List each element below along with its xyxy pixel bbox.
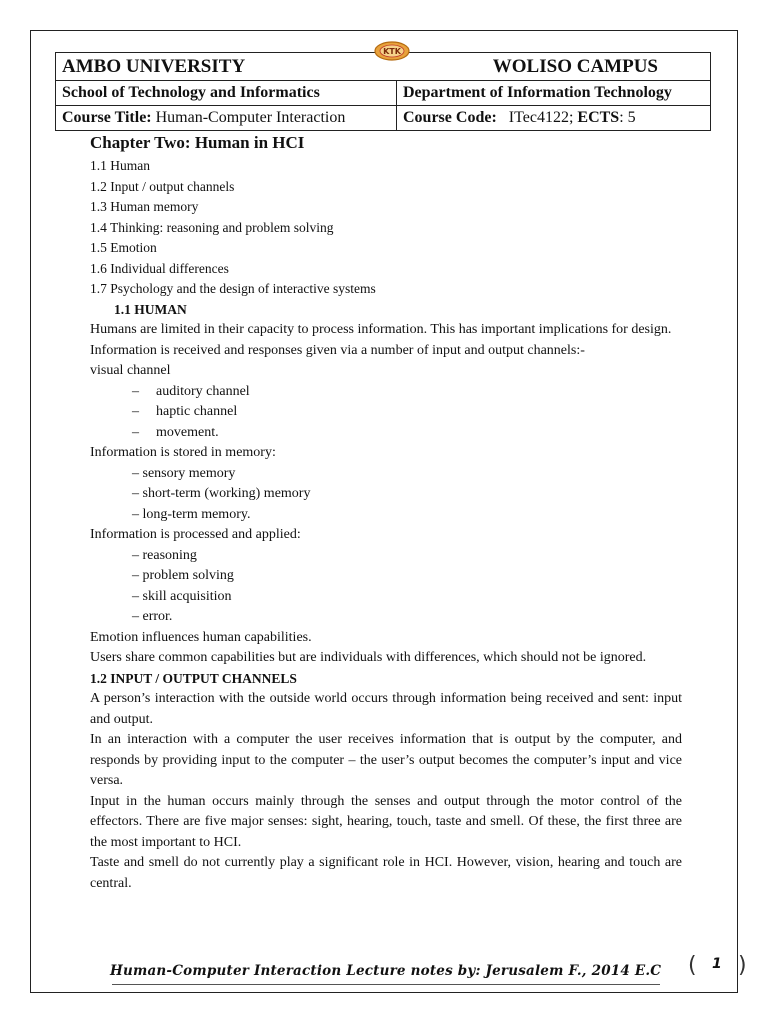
- process-item: – problem solving: [132, 568, 234, 583]
- process-item: – reasoning: [132, 547, 197, 563]
- paragraph: Taste and smell do not currently play a significant role in HCI. However, vision, hearing and touch are central.: [90, 855, 682, 891]
- course-title: Human-Computer Interaction: [155, 109, 346, 126]
- paragraph: Information is received and responses given via a number of input and output channels:-: [90, 342, 585, 358]
- toc-item: 1.4 Thinking: reasoning and problem solving: [90, 219, 334, 235]
- document-header-table: [55, 46, 711, 131]
- process-item: – skill acquisition: [132, 588, 232, 604]
- page-number: 1: [712, 956, 722, 972]
- paragraph: Information is processed and applied:: [90, 527, 301, 542]
- paragraph: Information is stored in memory:: [90, 445, 276, 460]
- page-number-box: [688, 953, 748, 979]
- memory-item: – long-term memory.: [132, 506, 251, 522]
- footer-text: Human-Computer Interaction Lecture notes by: Jerusalem F., 2014 E.C: [110, 963, 662, 979]
- campus-name: WOLISO CAMPUS: [492, 55, 658, 77]
- toc-item: 1.5 Emotion: [90, 240, 157, 255]
- paragraph: A person’s interaction with the outside world occurs through information being received and sent: input and output.: [90, 691, 682, 727]
- paragraph: Humans are limited in their capacity to process information. This has important implications for design.: [90, 322, 672, 337]
- toc-item: 1.1 Human: [90, 158, 150, 173]
- course-code-cell: [397, 106, 711, 131]
- toc-item: 1.7 Psychology and the design of interactive systems: [90, 281, 376, 296]
- toc-item: 1.6 Individual differences: [90, 260, 229, 276]
- document-body: [90, 132, 682, 894]
- course-code: ITec4122;: [508, 109, 574, 126]
- school-name: School of Technology and Informatics: [56, 81, 397, 106]
- footer-divider: [112, 984, 660, 985]
- ects-label: ECTS: [577, 109, 620, 126]
- page-bracket-left: (: [688, 953, 697, 978]
- course-code-label: Course Code:: [403, 109, 497, 126]
- process-item: – error.: [132, 609, 173, 624]
- paragraph: Input in the human occurs mainly through the senses and output through the motor control of the effectors. There are five major senses: sight, hearing, touch, taste and smell. Of these, the first three are the most important to HCI.: [90, 793, 682, 850]
- toc-item: 1.3 Human memory: [90, 199, 199, 214]
- chapter-title: Chapter Two: Human in HCI: [90, 133, 305, 152]
- header-row-university: [56, 46, 711, 81]
- channel-item: – haptic channel: [132, 404, 238, 419]
- paragraph: Emotion influences human capabilities.: [90, 629, 312, 645]
- university-logo-icon: [374, 41, 410, 61]
- channel-item: visual channel: [90, 363, 171, 378]
- section-heading-1-2: 1.2 INPUT / OUTPUT CHANNELS: [90, 670, 297, 686]
- department-name: Department of Information Technology: [397, 81, 711, 106]
- toc-item: 1.2 Input / output channels: [90, 178, 235, 194]
- svg-text:KTK: KTK: [383, 46, 401, 56]
- course-title-cell: [56, 106, 397, 131]
- section-heading-1-1: 1.1 HUMAN: [114, 301, 187, 317]
- channel-item: – auditory channel: [132, 383, 250, 399]
- university-name: AMBO UNIVERSITY: [62, 55, 246, 77]
- memory-item: – short-term (working) memory: [132, 486, 311, 501]
- memory-item: – sensory memory: [132, 465, 236, 481]
- paragraph: In an interaction with a computer the user receives information that is output by the computer, and responds by providing input to the computer – the user’s output becomes the computer’s input and vice versa.: [90, 732, 682, 788]
- paragraph: Users share common capabilities but are individuals with differences, which should not be ignored.: [90, 650, 647, 665]
- channel-item: – movement.: [132, 424, 219, 440]
- ects-value: : 5: [619, 109, 636, 126]
- course-title-label: Course Title:: [62, 109, 152, 126]
- page-bracket-right: ): [738, 953, 747, 978]
